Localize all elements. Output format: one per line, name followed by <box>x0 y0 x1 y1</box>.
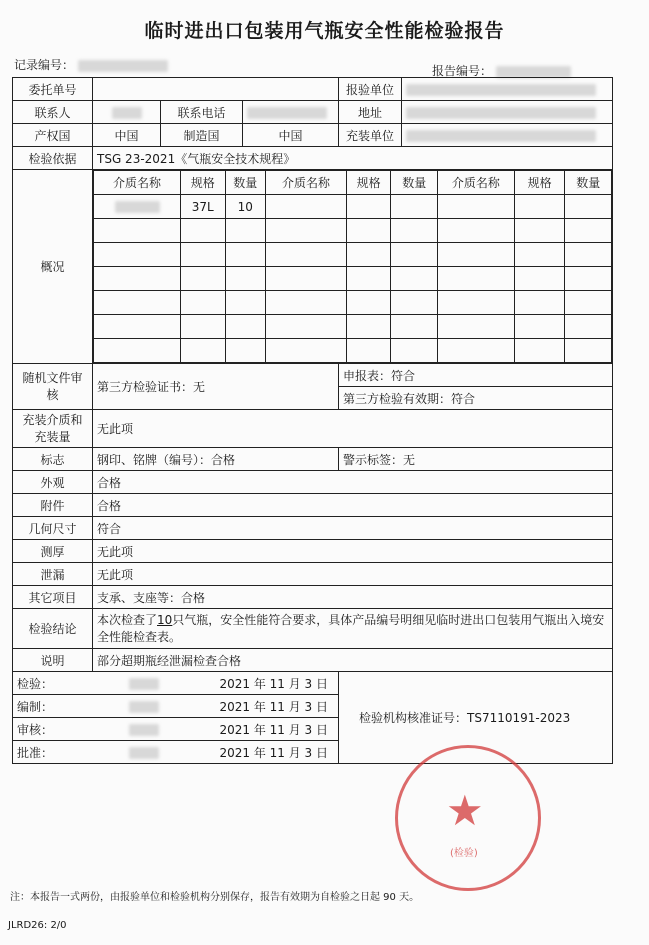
appearance-value: 合格 <box>93 471 613 494</box>
report-table <box>12 77 613 764</box>
phone-label: 联系电话 <box>161 101 243 124</box>
docs-label: 随机文件审核 <box>13 364 93 410</box>
seal-star-icon: ★ <box>446 786 484 835</box>
overview-label: 概况 <box>13 170 93 364</box>
row-fill-medium <box>13 410 613 448</box>
redacted-applicant <box>406 84 596 96</box>
warning-value: 警示标签：无 <box>339 448 613 471</box>
conclusion-value <box>93 609 613 649</box>
record-number-label: 记录编号： <box>14 58 75 72</box>
row-docs-1 <box>13 364 613 387</box>
cell-qty-1: 10 <box>225 195 265 219</box>
overview-cell <box>93 170 613 364</box>
remark-value: 部分超期瓶经泄漏检查合格 <box>93 649 613 672</box>
header-medium-2: 介质名称 <box>265 171 346 195</box>
other-value: 支承、支座等：合格 <box>93 586 613 609</box>
overview-empty-row <box>94 267 612 291</box>
cell-medium-1 <box>94 195 181 219</box>
form-code: JLRD26: 2/0 <box>8 920 67 931</box>
entrust-no-value <box>93 78 339 101</box>
leak-label: 泄漏 <box>13 563 93 586</box>
ownership-label: 产权国 <box>13 124 93 147</box>
row-appearance <box>13 471 613 494</box>
accessory-value: 合格 <box>93 494 613 517</box>
review-date: 2021 年 11 月 3 日 <box>93 718 339 741</box>
header-spec-1: 规格 <box>181 171 226 195</box>
redacted-report-number <box>496 66 571 78</box>
contact-value <box>93 101 161 124</box>
row-marking <box>13 448 613 471</box>
accessory-label: 附件 <box>13 494 93 517</box>
filler-label: 充装单位 <box>339 124 402 147</box>
report-title: 临时进出口包装用气瓶安全性能检验报告 <box>144 20 505 42</box>
record-number <box>14 56 168 73</box>
overview-empty-row <box>94 315 612 339</box>
conclusion-label: 检验结论 <box>13 609 93 649</box>
seal-name: (检验) <box>450 848 478 859</box>
ownership-value: 中国 <box>93 124 161 147</box>
row-accessory <box>13 494 613 517</box>
row-inspect <box>13 672 613 695</box>
report-number-label: 报告编号： <box>432 64 493 78</box>
conclusion-pre: 本次检查了 <box>97 612 158 627</box>
compile-label: 编制： <box>13 695 93 718</box>
approve-date: 2021 年 11 月 3 日 <box>93 741 339 764</box>
fill-medium-label: 充装介质和充装量 <box>13 410 93 448</box>
redacted-inspector <box>129 678 159 690</box>
redacted-contact <box>112 107 142 119</box>
redacted-compiler <box>129 701 159 713</box>
row-basis <box>13 147 613 170</box>
row-overview <box>13 170 613 364</box>
applicant-label: 报验单位 <box>339 78 402 101</box>
redacted-medium <box>115 201 160 213</box>
geometry-label: 几何尺寸 <box>13 517 93 540</box>
leak-value: 无此项 <box>93 563 613 586</box>
overview-cell <box>565 195 612 219</box>
remark-label: 说明 <box>13 649 93 672</box>
geometry-value: 符合 <box>93 517 613 540</box>
overview-empty-row <box>94 219 612 243</box>
thickness-value: 无此项 <box>93 540 613 563</box>
header-qty-2: 数量 <box>391 171 438 195</box>
conclusion-count: 10 <box>157 612 173 627</box>
overview-empty-row <box>94 291 612 315</box>
row-thickness <box>13 540 613 563</box>
overview-cell <box>514 195 565 219</box>
applicant-value <box>402 78 613 101</box>
basis-value: TSG 23-2021《气瓶安全技术规程》 <box>93 147 613 170</box>
inspect-label: 检验： <box>13 672 93 695</box>
basis-label: 检验依据 <box>13 147 93 170</box>
marking-label: 标志 <box>13 448 93 471</box>
third-valid-value: 第三方检验有效期：符合 <box>339 387 613 410</box>
cert-number: 检验机构核准证号：TS7110191-2023 <box>339 672 613 764</box>
approve-label: 批准： <box>13 741 93 764</box>
review-label: 审核： <box>13 718 93 741</box>
overview-cell <box>265 195 346 219</box>
row-conclusion <box>13 609 613 649</box>
filler-value <box>402 124 613 147</box>
inspection-seal <box>395 745 541 891</box>
overview-cell <box>346 195 391 219</box>
redacted-approver <box>129 747 159 759</box>
redacted-filler <box>406 130 596 142</box>
header-qty-1: 数量 <box>225 171 265 195</box>
overview-data-row <box>94 195 612 219</box>
third-cert-value: 第三方检验证书：无 <box>93 364 339 410</box>
other-label: 其它项目 <box>13 586 93 609</box>
redacted-address <box>406 107 596 119</box>
inspect-date: 2021 年 11 月 3 日 <box>93 672 339 695</box>
declaration-value: 申报表：符合 <box>339 364 613 387</box>
overview-header-row <box>94 171 612 195</box>
redacted-record-number <box>78 60 168 72</box>
marking-value: 钢印、铭牌（编号）：合格 <box>93 448 339 471</box>
row-other <box>13 586 613 609</box>
header-spec-3: 规格 <box>514 171 565 195</box>
overview-empty-row <box>94 243 612 267</box>
overview-table <box>93 170 612 363</box>
thickness-label: 测厚 <box>13 540 93 563</box>
row-contact <box>13 101 613 124</box>
address-label: 地址 <box>339 101 402 124</box>
header-spec-2: 规格 <box>346 171 391 195</box>
row-ownership <box>13 124 613 147</box>
entrust-no-label: 委托单号 <box>13 78 93 101</box>
footnote: 注：本报告一式两份，由报验单位和检验机构分别保存，报告有效期为自检验之日起 90 天。 <box>10 892 420 903</box>
row-geometry <box>13 517 613 540</box>
redacted-reviewer <box>129 724 159 736</box>
phone-value <box>243 101 339 124</box>
header-medium-3: 介质名称 <box>437 171 514 195</box>
redacted-phone <box>247 107 327 119</box>
header-medium-1: 介质名称 <box>94 171 181 195</box>
compile-date: 2021 年 11 月 3 日 <box>93 695 339 718</box>
cell-spec-1: 37L <box>181 195 226 219</box>
address-value <box>402 101 613 124</box>
conclusion-post: 只气瓶，安全性能符合要求，具体产品编号明细见临时进出口包装用气瓶出入境安全性能检查表。 <box>97 612 605 644</box>
manufacture-label: 制造国 <box>161 124 243 147</box>
row-entrust <box>13 78 613 101</box>
contact-label: 联系人 <box>13 101 93 124</box>
manufacture-value: 中国 <box>243 124 339 147</box>
overview-empty-row <box>94 339 612 363</box>
overview-cell <box>437 195 514 219</box>
fill-medium-value: 无此项 <box>93 410 613 448</box>
header-qty-3: 数量 <box>565 171 612 195</box>
row-leak <box>13 563 613 586</box>
row-remark <box>13 649 613 672</box>
overview-cell <box>391 195 438 219</box>
appearance-label: 外观 <box>13 471 93 494</box>
